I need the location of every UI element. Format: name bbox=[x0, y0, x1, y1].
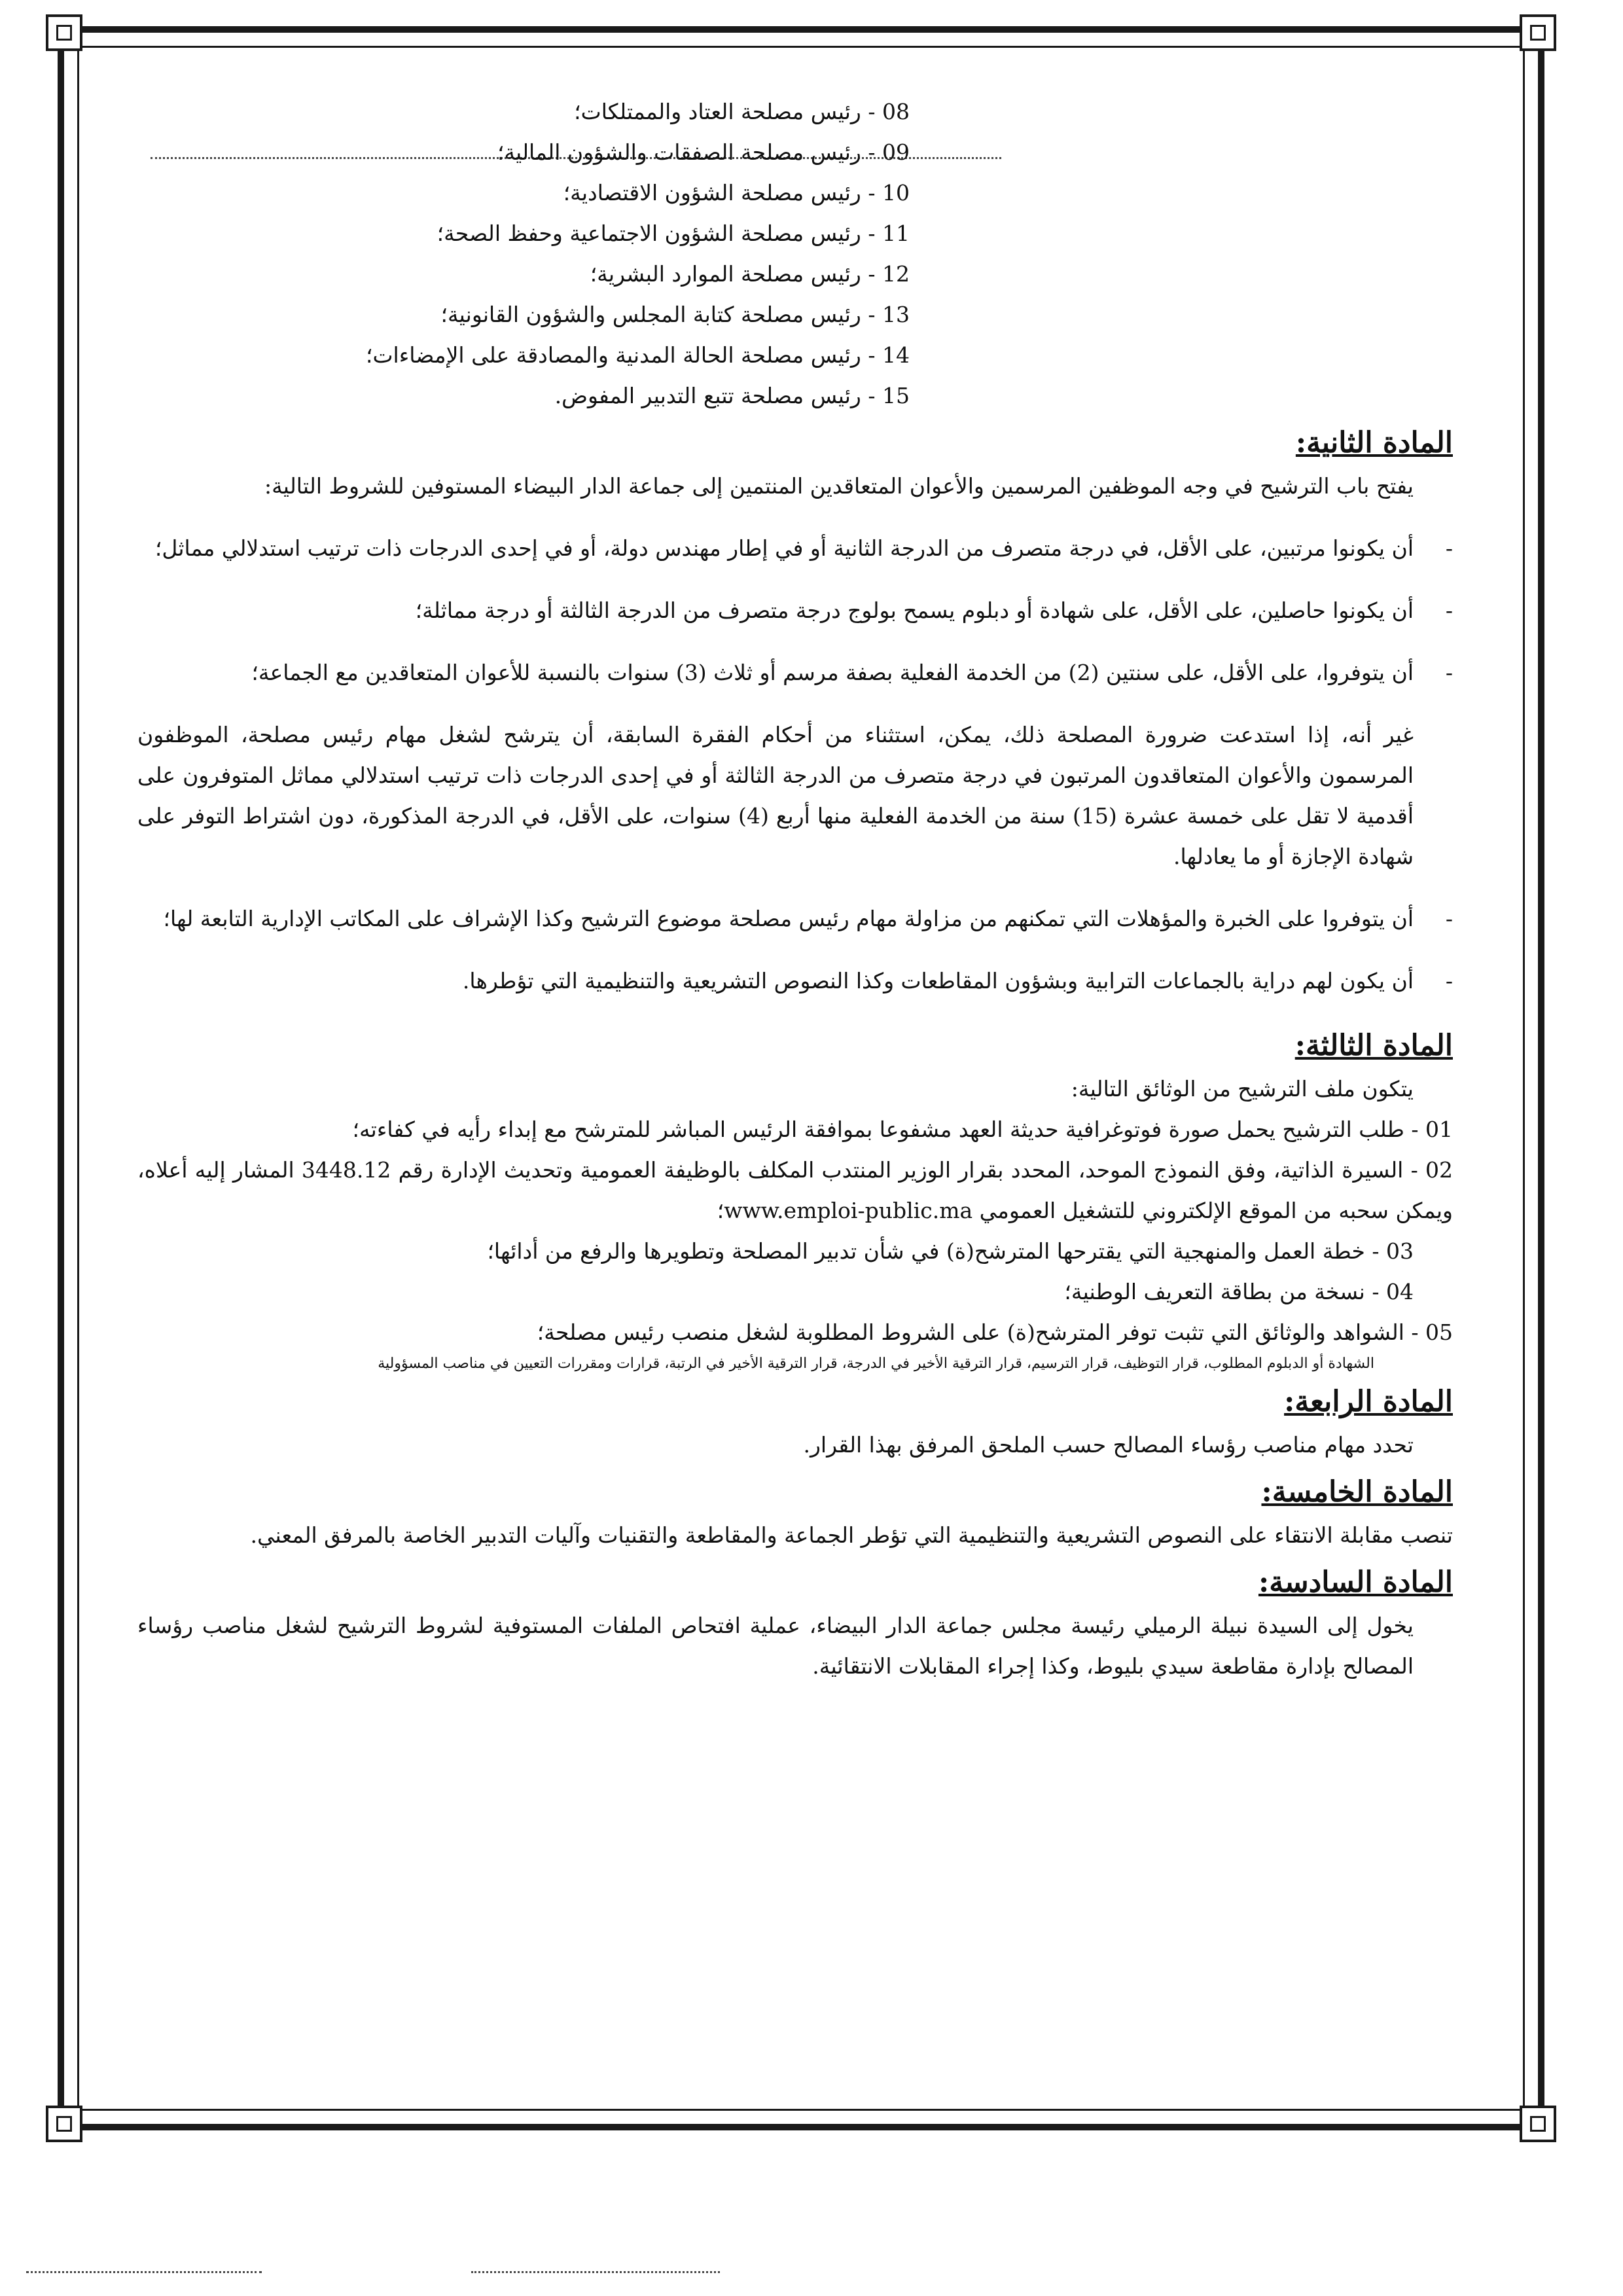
list-item: 14 - رئيس مصلحة الحالة المدنية والمصادقة على الإمضاءات؛ bbox=[366, 342, 910, 368]
article-2-title: المادة الثانية: bbox=[1295, 426, 1453, 459]
article-2-condition: - أن يكونوا مرتبين، على الأقل، في درجة متصرف من الدرجة الثانية أو في إطار مهندس دولة، أو في إحدى الدرجات ذات ترتيب استدلالي مماثل؛ bbox=[137, 528, 1453, 569]
scan-dotted-line-bottom-2 bbox=[471, 2271, 720, 2273]
document-item: 02 - السيرة الذاتية، وفق النموذج الموحد، المحدد بقرار الوزير المنتدب المكلف بالوظيفة العمومية وتحديث الإدارة رقم 3448.12 المشار إليه أعلاه، ويمكن سحبه من الموقع الإلكتروني للتشغيل العمومي www.emploi-public.ma؛ bbox=[137, 1157, 1453, 1223]
article-2-exception: غير أنه، إذا استدعت ضرورة المصلحة ذلك، يمكن، استثناء من أحكام الفقرة السابقة، أن يترشح لشغل مهام رئيس مصلحة، الموظفون المرسمون والأعوان المتعاقدون المرتبون في درجة متصرف من الدرجة الثالثة أو في إحدى الدرجات ذات ترتيب استدلالي مماثل المتوفرون على أقدمية لا تقل على خمسة عشرة (15) سنة من الخدمة الفعلية منها أربع (4) سنوات، على الأقل، في الدرجة المذكورة، دون اشتراط التوفر على شهادة الإجازة أو ما يعادلها. bbox=[137, 722, 1414, 869]
document-item: 01 - طلب الترشيح يحمل صورة فوتوغرافية حديثة العهد مشفوعا بموافقة الرئيس المباشر للمترشح مع إبداء رأيه في كفاءته؛ bbox=[352, 1117, 1453, 1142]
document-item-note: الشهادة أو الدبلوم المطلوب، قرار التوظيف، قرار الترسيم، قرار الترقية الأخير في الدرجة، قرار الترقية الأخير في الرتبة، قرارات ومقررات التعيين في مناصب المسؤولية bbox=[378, 1355, 1374, 1372]
corner-ornament-bottom-right bbox=[1520, 2106, 1556, 2142]
article-2-intro: يفتح باب الترشيح في وجه الموظفين المرسمين والأعوان المتعاقدين المنتمين إلى جماعة الدار البيضاء المستوفين للشروط التالية: bbox=[264, 473, 1414, 499]
document-item: 05 - الشواهد والوثائق التي تثبت توفر المترشح(ة) على الشروط المطلوبة لشغل منصب رئيس مصلحة؛ bbox=[537, 1319, 1453, 1345]
list-item: 15 - رئيس مصلحة تتبع التدبير المفوض. bbox=[554, 383, 910, 408]
corner-ornament-top-left bbox=[46, 14, 82, 51]
scan-dotted-line-bottom bbox=[26, 2271, 262, 2273]
list-item: 13 - رئيس مصلحة كتابة المجلس والشؤون القانونية؛ bbox=[440, 302, 910, 327]
article-2-condition: - أن يكونوا حاصلين، على الأقل، على شهادة أو دبلوم يسمح بولوج درجة متصرف من الدرجة الثالثة أو درجة مماثلة؛ bbox=[137, 590, 1453, 631]
list-item: 12 - رئيس مصلحة الموارد البشرية؛ bbox=[590, 261, 910, 287]
article-6-title: المادة السادسة: bbox=[1258, 1566, 1453, 1599]
article-2-condition: - أن يكون لهم دراية بالجماعات الترابية وبشؤون المقاطعات وكذا النصوص التشريعية والتنظيمية التي تؤطرها. bbox=[137, 961, 1453, 1001]
document-body bbox=[137, 92, 1453, 1687]
article-5-text: تنصب مقابلة الانتقاء على النصوص التشريعية والتنظيمية التي تؤطر الجماعة والمقاطعة والتقنيات وآليات التدبير الخاصة بالمرفق المعني. bbox=[250, 1522, 1453, 1548]
document-item: 03 - خطة العمل والمنهجية التي يقترحها المترشح(ة) في شأن تدبير المصلحة وتطويرها والرفع من أدائها؛ bbox=[487, 1238, 1414, 1264]
corner-ornament-top-right bbox=[1520, 14, 1556, 51]
corner-ornament-bottom-left bbox=[46, 2106, 82, 2142]
list-item: 09 - رئيس مصلحة الصفقات والشؤون المالية؛ bbox=[497, 139, 910, 165]
article-3-intro: يتكون ملف الترشيح من الوثائق التالية: bbox=[1071, 1076, 1414, 1102]
article-5-title: المادة الخامسة: bbox=[1261, 1475, 1453, 1509]
article-4-title: المادة الرابعة: bbox=[1284, 1385, 1453, 1418]
article-2-condition: - أن يتوفروا على الخبرة والمؤهلات التي تمكنهم من مزاولة مهام رئيس مصلحة موضوع الترشيح وكذا الإشراف على المكاتب الإدارية التابعة لها؛ bbox=[137, 899, 1453, 939]
article-3-title: المادة الثالثة: bbox=[1294, 1029, 1453, 1062]
document-item: 04 - نسخة من بطاقة التعريف الوطنية؛ bbox=[1064, 1279, 1414, 1304]
list-item: 10 - رئيس مصلحة الشؤون الاقتصادية؛ bbox=[563, 180, 910, 206]
list-item: 11 - رئيس مصلحة الشؤون الاجتماعية وحفظ الصحة؛ bbox=[437, 221, 910, 246]
article-6-text: يخول إلى السيدة نبيلة الرميلي رئيسة مجلس جماعة الدار البيضاء، عملية افتحاص الملفات المستوفية لشروط الترشيح لشغل مناصب رؤساء المصالح بإدارة مقاطعة سيدي بليوط، وكذا إجراء المقابلات الانتقائية. bbox=[137, 1613, 1414, 1679]
list-item: 08 - رئيس مصلحة العتاد والممتلكات؛ bbox=[574, 99, 910, 124]
article-4-text: تحدد مهام مناصب رؤساء المصالح حسب الملحق المرفق بهذا القرار. bbox=[803, 1432, 1414, 1458]
article-2-condition: - أن يتوفروا، على الأقل، على سنتين (2) من الخدمة الفعلية بصفة مرسم أو ثلاث (3) سنوات بالنسبة للأعوان المتعاقدين مع الجماعة؛ bbox=[137, 653, 1453, 693]
service-list bbox=[137, 92, 1453, 416]
